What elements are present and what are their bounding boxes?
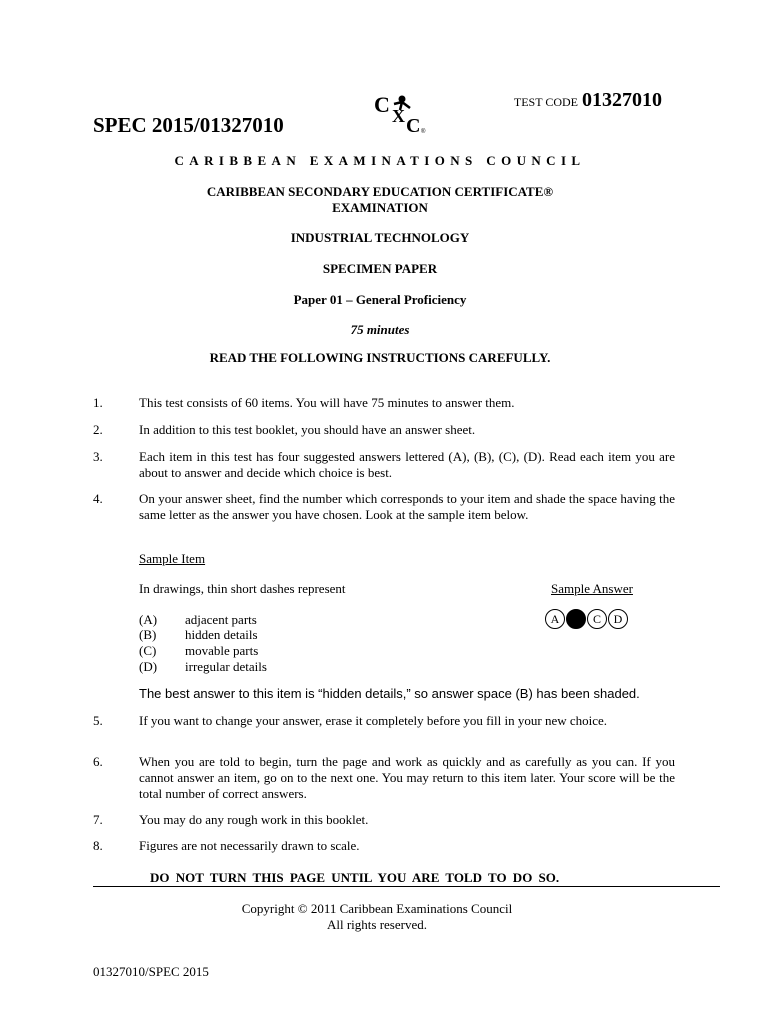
option-letter: (C): [139, 643, 157, 658]
sample-option: [139, 612, 257, 628]
cxc-logo: [372, 92, 430, 136]
paper-name: Paper 01 – General Proficiency: [293, 292, 467, 307]
council-name: CARIBBEAN EXAMINATIONS COUNCIL: [174, 153, 586, 168]
sample-option: [139, 643, 258, 659]
instruction-number: 6.: [93, 754, 103, 769]
instruction-number: 8.: [93, 838, 103, 853]
copyright-line-1: Copyright © 2011 Caribbean Examinations Council: [241, 901, 513, 916]
test-code-value: 01327010: [582, 89, 662, 111]
instruction-number: 7.: [93, 812, 103, 827]
instruction-number: 5.: [93, 713, 103, 728]
instruction-number: 4.: [93, 491, 103, 506]
answer-bubble-d: D: [608, 609, 628, 629]
instruction-text: This test consists of 60 items. You will have 75 minutes to answer them.: [139, 395, 515, 410]
certificate-line-2: EXAMINATION: [332, 200, 428, 215]
instruction-text: If you want to change your answer, erase it completely before you fill in your new choice.: [139, 713, 608, 728]
footer-code: 01327010/SPEC 2015: [93, 964, 209, 979]
instruction-number: 2.: [93, 422, 103, 437]
svg-text:C: C: [406, 115, 421, 136]
copyright-line-2: All rights reserved.: [326, 917, 427, 932]
test-code: [514, 89, 662, 112]
do-not-turn-warning: DO NOT TURN THIS PAGE UNTIL YOU ARE TOLD TO DO SO.: [150, 870, 560, 885]
option-letter: (B): [139, 627, 157, 642]
subject-title: INDUSTRIAL TECHNOLOGY: [290, 230, 470, 245]
option-text: irregular details: [185, 659, 267, 674]
sample-option: [139, 627, 258, 643]
sample-answer-bubbles: [545, 609, 628, 629]
answer-bubble-a: A: [545, 609, 565, 629]
duration: 75 minutes: [350, 322, 410, 337]
sample-explanation: The best answer to this item is “hidden details,” so answer space (B) has been shaded.: [139, 686, 640, 701]
option-letter: (D): [139, 659, 158, 674]
option-text: hidden details: [185, 627, 258, 642]
option-text: movable parts: [185, 643, 259, 658]
instruction-heading: READ THE FOLLOWING INSTRUCTIONS CAREFULLY.: [209, 350, 551, 365]
answer-bubble-c: C: [587, 609, 607, 629]
instruction-number: 3.: [93, 449, 103, 464]
divider: [93, 886, 720, 887]
option-text: adjacent parts: [185, 612, 257, 627]
instruction-text: Figures are not necessarily drawn to scale.: [139, 838, 360, 853]
svg-text:C: C: [374, 92, 390, 117]
instruction-number: 1.: [93, 395, 103, 410]
paper-type: SPECIMEN PAPER: [322, 261, 438, 276]
instruction-text: In addition to this test booklet, you should have an answer sheet.: [139, 422, 476, 437]
copyright: [0, 901, 754, 933]
certificate-title: [0, 184, 760, 216]
instruction-text: When you are told to begin, turn the page and work as quickly and as carefully as you can. If you cannot answer an item, go on to the next one. You may return to this item later. Your score will be the total number of correct answers.: [139, 754, 675, 801]
certificate-line-1: CARIBBEAN SECONDARY EDUCATION CERTIFICATE®: [206, 184, 554, 199]
option-letter: (A): [139, 612, 158, 627]
test-code-label: TEST CODE: [513, 95, 578, 109]
sample-item-label: Sample Item: [139, 551, 206, 566]
svg-text:X: X: [392, 106, 405, 126]
sample-option: [139, 659, 267, 675]
answer-bubble-b-shaded: [566, 609, 586, 629]
instruction-text: You may do any rough work in this booklet.: [139, 812, 369, 827]
spec-code: SPEC 2015/01327010: [93, 113, 284, 137]
instruction-text: On your answer sheet, find the number which corresponds to your item and shade the space having the same letter as the answer you have chosen. Look at the sample item below.: [139, 491, 675, 522]
sample-answer-label: Sample Answer: [551, 581, 633, 596]
instruction-text: Each item in this test has four suggested answers lettered (A), (B), (C), (D). Read each item you are about to answer and decide which choice is best.: [139, 449, 675, 480]
sample-stem: In drawings, thin short dashes represent: [139, 581, 346, 596]
svg-text:®: ®: [421, 129, 426, 135]
